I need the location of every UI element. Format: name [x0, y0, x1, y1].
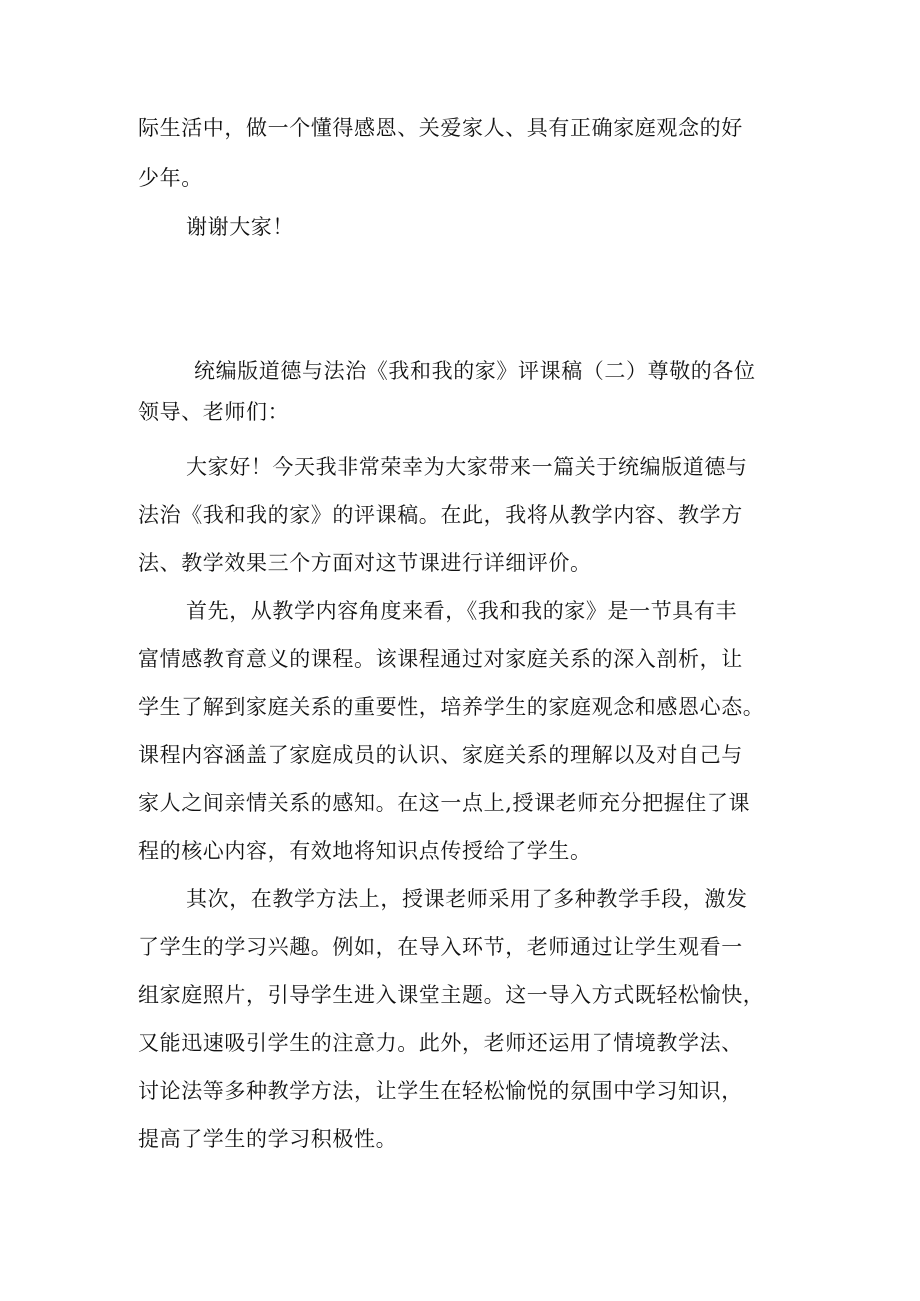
- paragraph1-line-1: 大家好！今天我非常荣幸为大家带来一篇关于统编版道德与: [186, 455, 748, 479]
- intro-line-2: 少年。: [138, 166, 203, 190]
- paragraph2-line-1: 首先，从教学内容角度来看，《我和我的家》是一节具有丰: [186, 599, 738, 623]
- title-line-1: 统编版道德与法治《我和我的家》评课稿（二）尊敬的各位: [194, 359, 756, 383]
- paragraph2-line-3: 学生了解到家庭关系的重要性，培养学生的家庭观念和感恩心态。: [138, 695, 765, 719]
- intro-line-1: 际生活中，做一个懂得感恩、关爱家人、具有正确家庭观念的好: [138, 116, 743, 140]
- paragraph2-line-2: 富情感教育意义的课程。该课程通过对家庭关系的深入剖析，让: [138, 647, 743, 671]
- title-line-2: 领导、老师们：: [138, 400, 290, 424]
- paragraph3-line-2: 了学生的学习兴趣。例如，在导入环节，老师通过让学生观看一: [138, 935, 743, 959]
- thanks-line: 谢谢大家！: [186, 215, 294, 239]
- paragraph2-line-4: 课程内容涵盖了家庭成员的认识、家庭关系的理解以及对自己与: [138, 743, 743, 767]
- paragraph1-line-2: 法治《我和我的家》的评课稿。在此，我将从教学内容、教学方: [138, 503, 743, 527]
- paragraph3-line-6: 提高了学生的学习积极性。: [138, 1127, 398, 1151]
- paragraph3-line-3: 组家庭照片，引导学生进入课堂主题。这一导入方式既轻松愉快，: [138, 983, 765, 1007]
- paragraph3-line-5: 讨论法等多种教学方法，让学生在轻松愉悦的氛围中学习知识，: [138, 1079, 743, 1103]
- paragraph2-line-5: 家人之间亲情关系的感知。在这一点上,授课老师充分把握住了课: [138, 791, 751, 815]
- paragraph1-line-3: 法、教学效果三个方面对这节课进行详细评价。: [138, 551, 592, 575]
- paragraph2-line-6: 程的核心内容，有效地将知识点传授给了学生。: [138, 839, 592, 863]
- paragraph3-line-1: 其次，在教学方法上，授课老师采用了多种教学手段，激发: [186, 887, 748, 911]
- paragraph3-line-4: 又能迅速吸引学生的注意力。此外，老师还运用了情境教学法、: [138, 1031, 743, 1055]
